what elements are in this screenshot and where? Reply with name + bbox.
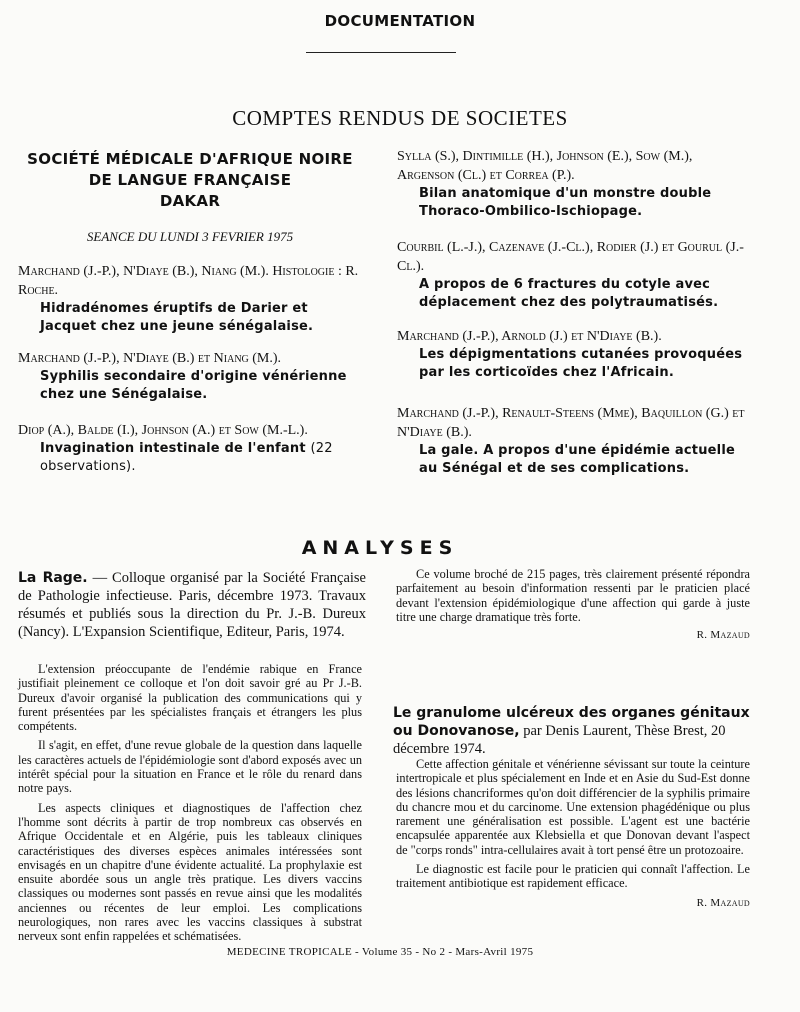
granulome-paragraph: Cette affection génitale et vénérienne sévissant sur toute la ceinture intertropicale et plus spécialement en Inde et en Asie du Sud-Est donne des lésions chancriformes qu'on doit différencier de la syphilis primaire du chancre mou et du carcinome. Une extension phagédénique ou plus rarement une généralisation est possible. L'agent est une bactérie encapsulée apparentée aux Klebsiella et que Donovan devant l'aspect de "corps ronds" intra-cellulaires avait à tort pensé être un protozoaire. (396, 757, 750, 857)
entry-authors: Marchand (J.-P.), N'Diaye (B.), Niang (M.). Histologie : R. Roche. (18, 264, 359, 298)
left-entry (18, 349, 368, 404)
page-title: COMPTES RENDUS DE SOCIETES (232, 106, 568, 130)
entry-title: Bilan anatomique d'un monstre double Thoraco-Ombilico-Ischiopage. (419, 186, 712, 219)
granulome-body (396, 757, 750, 909)
right-entry (397, 404, 747, 478)
rage-paragraph: Il s'agit, en effet, d'une revue globale de la question dans laquelle les caractères actuels de l'épidémiologie sont d'abord exposés avec un intérêt spécial pour la situation en France et le rôle du renard dans notre pays. (18, 738, 362, 796)
rage-paragraph: Ce volume broché de 215 pages, très clairement présenté répondra parfaitement au besoin d'information ressenti par le praticien placé devant l'extension épidémiologique d'une affection qui garde à juste titre une charge dramatique très forte. (396, 567, 750, 624)
seance-date: SEANCE DU LUNDI 3 FEVRIER 1975 (86, 229, 294, 244)
granulome-reference: par Denis Laurent, Thèse Brest, 20 décembre 1974. (393, 723, 726, 757)
granulome-title: Le granulome ulcéreux des organes génitaux ou Donovanose, (393, 705, 750, 739)
society-line-1: SOCIÉTÉ MÉDICALE D'AFRIQUE NOIRE (27, 150, 353, 168)
society-line-2: DE LANGUE FRANÇAISE (88, 171, 292, 189)
entry-title-text: Invagination intestinale de l'enfant (40, 441, 306, 456)
rage-review-header (18, 569, 366, 641)
rage-continuation (396, 567, 750, 641)
entry-authors: Marchand (J.-P.), Arnold (J.) et N'Diaye (B.). (397, 329, 662, 344)
rage-reference: — Colloque organisé par la Société Française de Pathologie infectieuse. Paris, décembre 1973. Travaux résumés et publiés sous la direction du Pr. J.-B. Dureux (Nancy). L'Expansion Scientifique, Editeur, Paris, 1974. (18, 570, 366, 640)
entry-title: La gale. A propos d'une épidémie actuelle au Sénégal et de ses complications. (419, 443, 736, 476)
entry-title-note: (22 observations). (40, 441, 333, 474)
rage-paragraph: Les aspects cliniques et diagnostiques de l'affection chez l'homme sont décrits à partir de trop nombreux cas observés en Afrique Occidentale et en Algérie, puis les tableaux cliniques caractéristiques des diverses espèces animales intéressées sont envisagés en un chapitre d'une évidente actualité. La prophylaxie est ensuite abordée sous un angle très pratique. Les divers vaccins classiques ou modernes sont passés en revue ainsi que les modalités anciennes ou récentes de leur emploi. Les complications neurologiques, non rares avec les vaccins classiques à substrat nerveux sont enfin rappelées et schématisées. (18, 800, 362, 944)
right-entry (397, 327, 747, 382)
granulome-paragraph: Le diagnostic est facile pour le praticien qui connaît l'affection. Le traitement antibiotique est rapidement efficace. (396, 862, 750, 891)
header-rule (306, 52, 456, 53)
society-line-3: DAKAR (159, 192, 221, 210)
entry-authors: Sylla (S.), Dintimille (H.), Johnson (E.), Sow (M.), Argenson (Cl.) et Correa (P.). (397, 149, 693, 183)
granulome-signature: R. Mazaud (696, 896, 750, 909)
entry-title: Syphilis secondaire d'origine vénérienne chez une Sénégalaise. (40, 369, 347, 402)
entry-title: A propos de 6 fractures du cotyle avec déplacement chez des polytraumatisés. (419, 277, 719, 310)
entry-authors: Diop (A.), Balde (I.), Johnson (A.) et Sow (M.-L.). (18, 423, 308, 438)
entry-title: Les dépigmentations cutanées provoquées par les corticoïdes chez l'Africain. (419, 347, 743, 380)
right-entry (397, 238, 747, 312)
society-name (20, 149, 360, 212)
page-footer: MEDECINE TROPICALE - Volume 35 - No 2 - Mars-Avril 1975 (226, 946, 534, 958)
entry-authors: Marchand (J.-P.), N'Diaye (B.) et Niang (M.). (18, 351, 282, 366)
analyses-heading: ANALYSES (301, 537, 459, 559)
left-entry (18, 262, 368, 336)
rage-body (18, 662, 362, 949)
entry-authors: Marchand (J.-P.), Renault-Steens (Mme), Baquillon (G.) et N'Diaye (B.). (397, 406, 745, 440)
entry-title (18, 440, 368, 476)
entry-title: Hidradénomes éruptifs de Darier et Jacquet chez une jeune sénégalaise. (40, 301, 314, 334)
right-entry (397, 147, 747, 221)
granulome-review-header (393, 704, 751, 758)
left-entry (18, 421, 368, 476)
entry-authors: Courbil (L.-J.), Cazenave (J.-Cl.), Rodier (J.) et Gourul (J.-Cl.). (397, 240, 744, 274)
rage-signature: R. Mazaud (696, 629, 750, 642)
rage-title: La Rage. (18, 570, 88, 586)
rage-paragraph: L'extension préoccupante de l'endémie rabique en France justifiait pleinement ce colloque et l'on doit savoir gré au Pr J.-B. Dureux d'avoir organisé la publication des communications qui y furent présentées par les spécialistes français et étrangers les plus compétents. (18, 662, 362, 734)
section-header: DOCUMENTATION (324, 12, 476, 30)
